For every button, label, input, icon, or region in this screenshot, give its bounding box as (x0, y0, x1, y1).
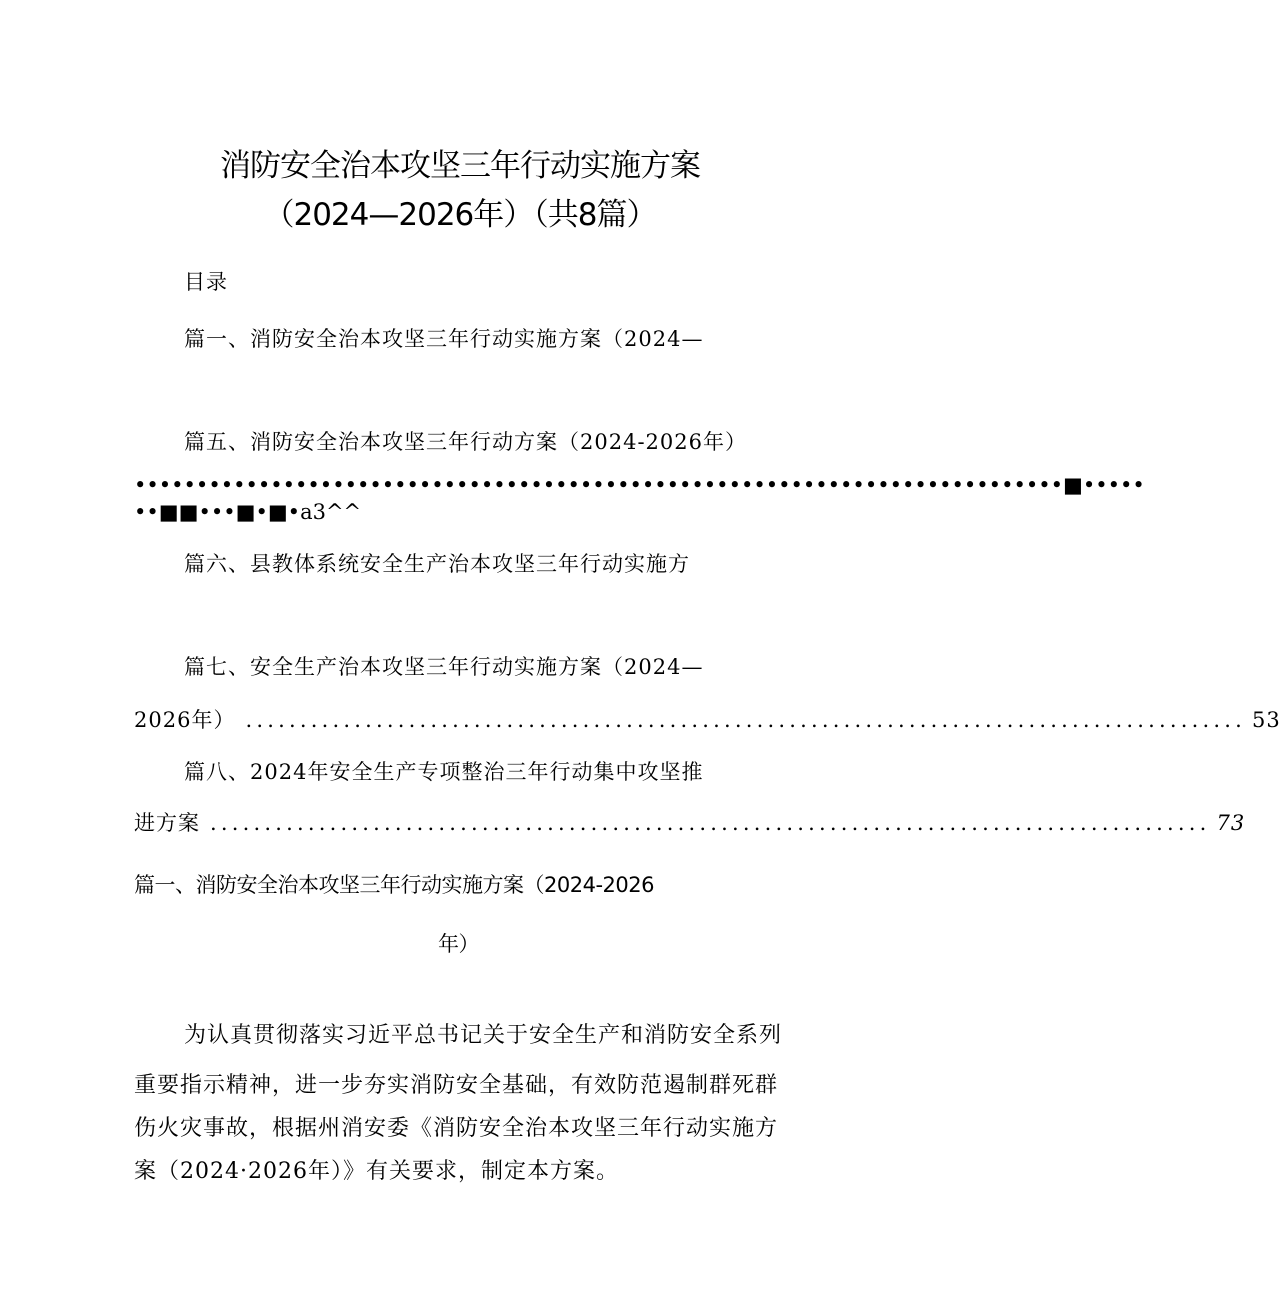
toc-entry-8-page: 73 (1216, 811, 1246, 835)
toc-entry-8-continuation-row[interactable] (134, 807, 1246, 837)
paragraph-line-3: 伤火灾事故，根据州消安委《消防安全治本攻坚三年行动实施方 (134, 1116, 779, 1141)
toc-entry-1[interactable]: 篇一、消防安全治本攻坚三年行动实施方案（2024— (184, 327, 704, 351)
toc-entry-8[interactable]: 篇八、2024年安全生产专项整治三年行动集中攻坚推 (184, 760, 704, 784)
toc-entry-8-continuation: 进方案 (134, 811, 200, 835)
paragraph-line-1: 为认真贯彻落实习近平总书记关于安全生产和消防安全系列 (184, 1023, 783, 1048)
toc-dot-leader: ............................................................................................ (245, 708, 1246, 732)
document-title-line1: 消防安全治本攻坚三年行动实施方案 (220, 148, 700, 184)
paragraph-line-4: 案（2024·2026年）》有关要求，制定本方案。 (134, 1159, 619, 1184)
toc-dot-leader: ............................................................................................ (210, 811, 1211, 835)
toc-entry-5[interactable]: 篇五、消防安全治本攻坚三年行动方案（2024-2026年） (184, 430, 747, 454)
toc-entry-7-page: 53 (1251, 708, 1281, 732)
toc-entry-7[interactable]: 篇七、安全生产治本攻坚三年行动实施方案（2024— (184, 655, 704, 679)
paragraph-line-2: 重要指示精神，进一步夯实消防安全基础，有效防范遏制群死群 (134, 1073, 779, 1098)
document-title-line2: （2024—2026年）（共8篇） (263, 197, 657, 233)
toc-entry-7-continuation-row[interactable] (134, 704, 1281, 734)
section-heading-line1: 篇一、消防安全治本攻坚三年行动实施方案（2024-2026 (134, 873, 654, 897)
toc-garbled-leader-line2: ••■■•••■•■•a3^^ (134, 500, 362, 524)
toc-garbled-leader-line1: •••••••••••••••••••••••••••••••••••••••••••••••••••••••••••••••••••••••••••■••••• (134, 473, 1145, 497)
toc-heading: 目录 (184, 270, 228, 294)
toc-entry-6[interactable]: 篇六、县教体系统安全生产治本攻坚三年行动实施方 (184, 552, 690, 576)
section-heading-line2: 年） (438, 932, 479, 956)
toc-entry-7-continuation: 2026年） (134, 708, 236, 732)
